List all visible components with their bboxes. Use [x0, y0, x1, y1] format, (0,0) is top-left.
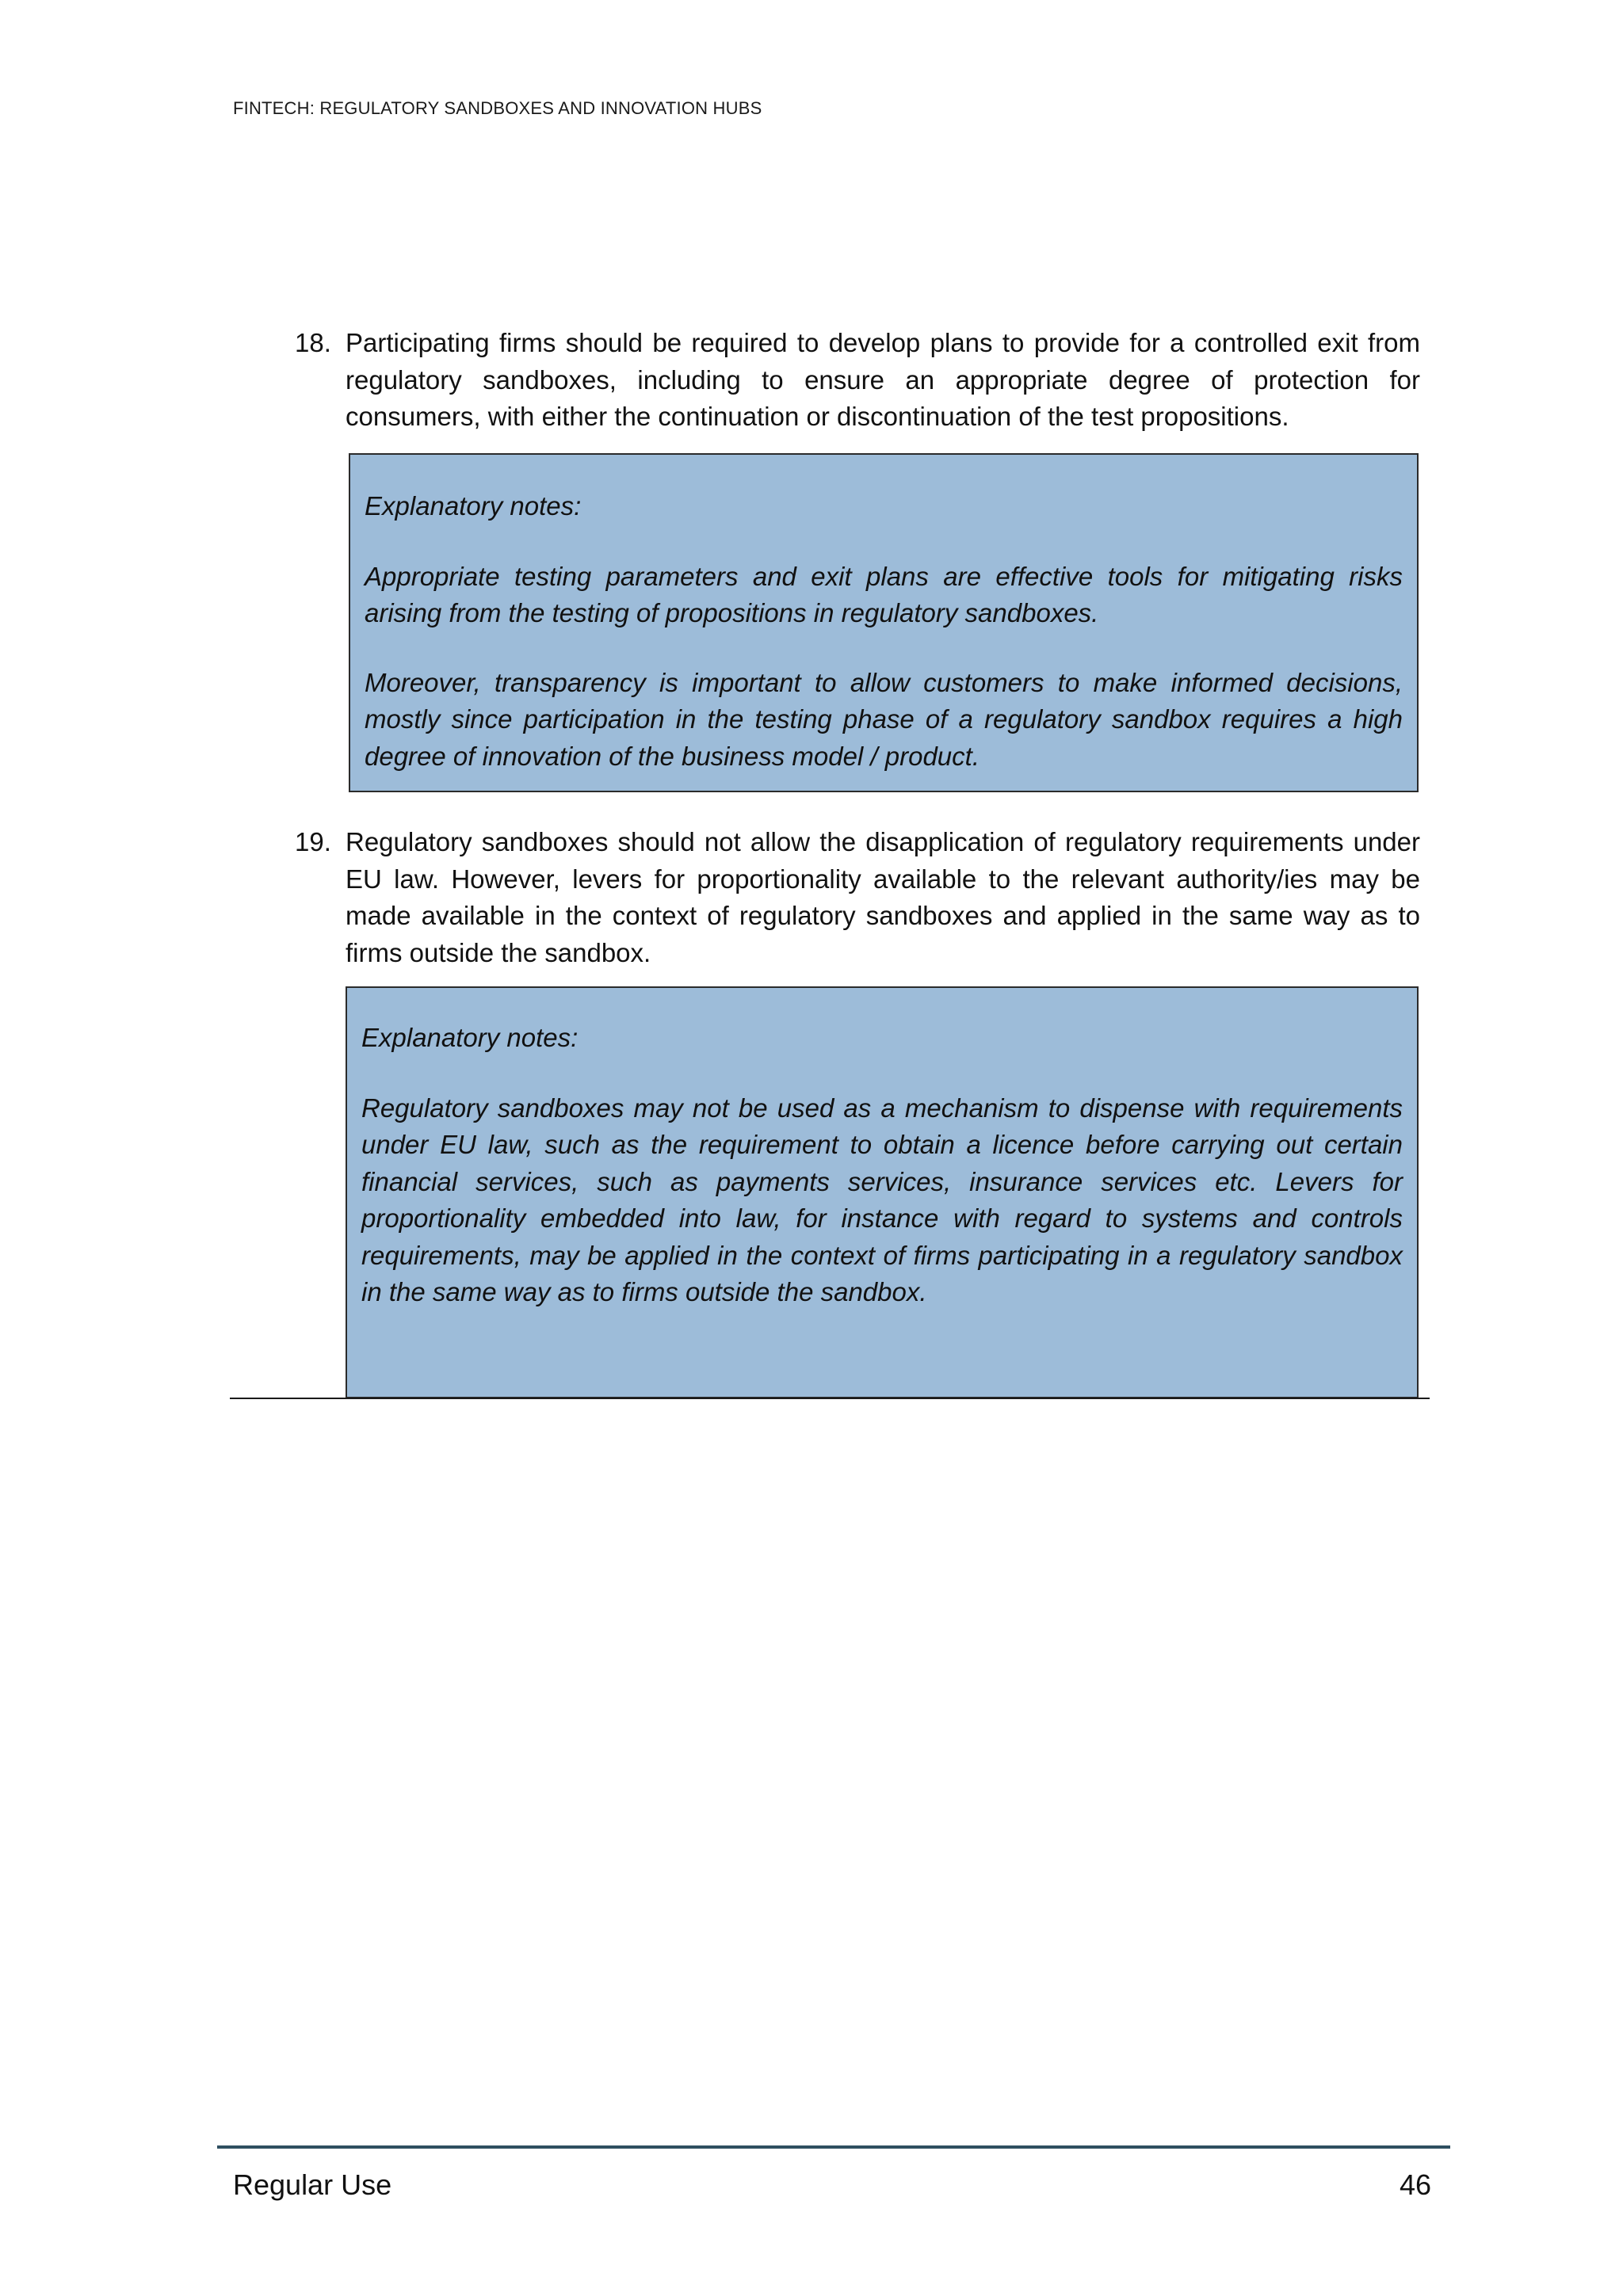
footer-divider	[217, 2145, 1450, 2149]
explanatory-note-paragraph: Moreover, transparency is important to allow customers to make informed decisions, mostly since participation in the testing phase of a regulatory sandbox requires a high degree of innovation of the business model / product.	[365, 667, 1403, 771]
running-header: FINTECH: REGULATORY SANDBOXES AND INNOVATION HUBS	[233, 98, 762, 118]
numbered-paragraph-19	[295, 824, 1420, 971]
page-number: 46	[1399, 2168, 1431, 2201]
paragraph-text: Participating firms should be required to develop plans to provide for a controlled exit from regulatory sandboxes, including to ensure an appropriate degree of protection for consumers, with either the continuation or discontinuation of the test propositions.	[346, 328, 1420, 431]
paragraph-text: Regulatory sandboxes should not allow the disapplication of regulatory requirements under EU law. However, levers for proportionality available to the relevant authority/ies may be made available in the context of regulatory sandboxes and applied in the same way as to firms outside the sandbox.	[346, 827, 1420, 967]
explanatory-notes-heading: Explanatory notes:	[365, 491, 582, 521]
explanatory-notes-box	[346, 986, 1419, 1398]
explanatory-note-paragraph: Regulatory sandboxes may not be used as a mechanism to dispense with requirements under EU law, such as the requirement to obtain a licence before carrying out certain financial services, such as payments services, insurance services etc. Levers for proportionality embedded into law, for instance with regard to systems and controls requirements, may be applied in the context of firms participating in a regulatory sandbox in the same way as to firms outside the sandbox.	[361, 1093, 1403, 1306]
explanatory-notes-heading: Explanatory notes:	[361, 1023, 579, 1052]
explanatory-note-paragraph: Appropriate testing parameters and exit plans are effective tools for mitigating risks arising from the testing of propositions in regulatory sandboxes.	[365, 561, 1403, 627]
section-end-rule	[230, 1398, 1430, 1399]
paragraph-number: 18.	[295, 328, 331, 357]
paragraph-number: 19.	[295, 827, 331, 856]
numbered-paragraph-18	[295, 325, 1420, 436]
footer-classification: Regular Use	[233, 2168, 392, 2201]
explanatory-notes-box	[349, 453, 1419, 792]
